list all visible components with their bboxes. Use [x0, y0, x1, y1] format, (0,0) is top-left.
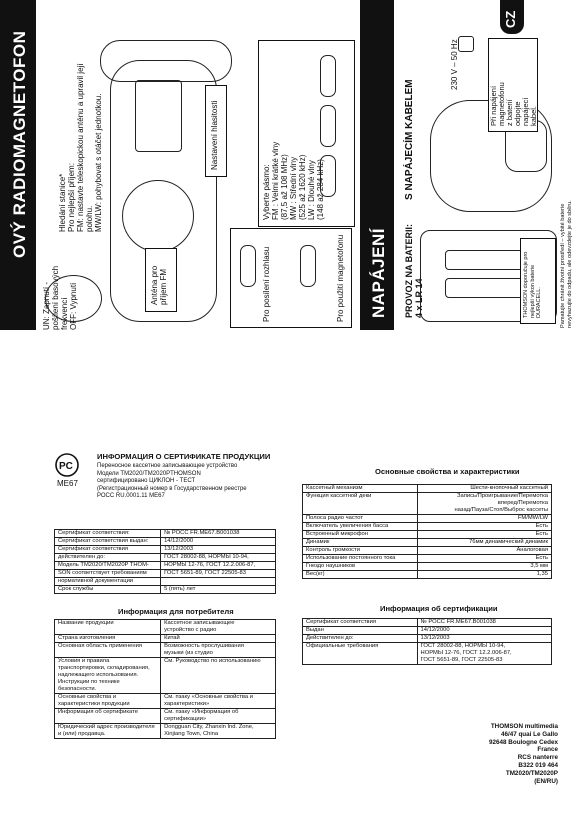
band-switch-fm [320, 55, 336, 97]
row-label: Вес(кг) [303, 571, 418, 579]
function-switch-1 [240, 245, 256, 287]
row-label: Действителен до: [303, 635, 418, 643]
row-label: Срок службы [55, 586, 161, 594]
plug-socket-icon [458, 36, 474, 52]
cassette-window [135, 80, 182, 152]
table-row [303, 571, 552, 579]
station-search-text: Hledání stanice* Pro nejlepší příjem: FM: nastavte teleskopickou anténu a upravil její polohu. MW/LW: pohybovat s otáčet jednotkou. [58, 63, 103, 232]
row-value: Кассетное записывающее устройство с радио [161, 620, 276, 635]
switch-radio-label: Pro posílení rozhlasu [262, 246, 271, 322]
row-value: Есть [417, 523, 551, 531]
page-letter: CZ [503, 10, 518, 28]
table-row [55, 635, 276, 643]
battery-heading: PROVOZ NA BATERII: 4 x LR 14 [404, 224, 424, 318]
row-value: 3,5 мм [417, 563, 551, 571]
power-switch-text: UN: Zapnutí - pošílení basových frekvencí OFF: Vypnutí [42, 265, 78, 330]
function-switch-2 [300, 245, 316, 287]
row-label: Информация об сертификате [55, 709, 161, 724]
row-value: ГОСТ 28002-88, НОРМЫ 10-94, НОРМЫ 12-76, ГОСТ 12.2.006-87, ГОСТ 5651-89, ГОСТ 22505-83 [417, 643, 551, 665]
row-label: Динамик [303, 539, 418, 547]
row-value: Аналоговая [417, 547, 551, 555]
row-value [161, 578, 276, 586]
table-row [303, 627, 552, 635]
napajeni-title: NAPÁJENÍ [369, 228, 388, 318]
row-label: Условия и правила транспортировки, складирования, надлежащего использования. Инструкции по технике безопасности. [55, 658, 161, 694]
table-row [303, 539, 552, 547]
handle-top [100, 40, 232, 82]
row-value: Возможность прослушивания музыки (из студио [161, 643, 276, 658]
table-row [303, 563, 552, 571]
tuning-label: Nastavení hlasitosti [210, 100, 219, 170]
svg-text:PC: PC [59, 461, 73, 472]
row-value: 14/12/2000 [161, 538, 276, 546]
row-label: Выдан [303, 627, 418, 635]
specs-table [302, 484, 552, 579]
table-row [55, 658, 276, 694]
row-value: 76мм динамический динамик [417, 539, 551, 547]
table-row [55, 538, 276, 546]
table-row [55, 530, 276, 538]
pct-logo [54, 452, 80, 478]
pct-mark-icon [54, 452, 80, 478]
manual-page: OVÝ RADIOMAGNETOFON NAPÁJENÍ CZ UN: Zapnutí - pošílení basových frekvencí OFF: Vypnutí Hledání stanice* Pro nejlepší příjem: FM: nastavte teleskopickou anténu a upravil její polohu. MW/LW: pohybovat s otáčet jednotkou. Anténa pro příjem FM Nastavení hlasitosti Vyberte pásmo: FM : Velmi krátké vlny (87,5 až 108 MHz) MW : Střední vlny (525 až 1620 kHz) LW : Dlouhé vlny (148 až 284 kHz) Pro posílení rozhlasu Pro použití magnetofonu PROVOZ NA BATERII: 4 x LR 14 S NAPÁJECÍM KABELEM 230 V – 50 Hz Při napájení magnetofonu z baterií odpojte napájecí kabel. THOMSON doporučuje pro nejlepší výkon baterie DURACELL. Pamatujte chránit životní prostředí – vybité baterie nevyhazujte do odpadu, ale odevzdejte je do sběru. [0, 0, 586, 330]
radio-title: OVÝ RADIOMAGNETOFON [10, 30, 29, 258]
cert-intro: Переносное кассетное записывающее устройство Модели TM2020/TM2020PTHOMSON сертифицировано ЦИКЛОН - ТЕСТ (Регистрационный номер в Государственном реестре РОСС RU.0001.11 ME67 [97, 463, 247, 499]
row-label: Юридический адрес производителя и (или) продавца. [55, 724, 161, 739]
band-select-text: Vyberte pásmo: FM : Velmi krátké vlny (87,5 až 108 MHz) MW : Střední vlny (525 až 1620 kHz) LW : Dlouhé vlny (148 až 284 kHz) [262, 141, 325, 220]
row-value: Есть [417, 555, 551, 563]
row-value: Шести-кнопочный кассетный [417, 485, 551, 493]
table-row [303, 485, 552, 493]
row-value: ГОСТ 28002-88, НОРМЫ 10-94, [161, 554, 276, 562]
row-label: Сертификат соответствия [55, 546, 161, 554]
row-value: FM/MW/LW [417, 515, 551, 523]
table-row [303, 515, 552, 523]
table-row [55, 709, 276, 724]
row-label: Основные свойства и характеристики продукции [55, 694, 161, 709]
row-value: ГОСТ 5651-89, ГОСТ 22505-83 [161, 570, 276, 578]
table-row [303, 493, 552, 515]
table-row [55, 546, 276, 554]
table-row [303, 635, 552, 643]
table-row [303, 643, 552, 665]
row-label: действителен до: [55, 554, 161, 562]
row-value: Есть [417, 531, 551, 539]
consumer-table [54, 619, 276, 739]
row-label: Полоса радио частот [303, 515, 418, 523]
row-label: Включатель увеличения басса [303, 523, 418, 531]
table-row [55, 586, 276, 594]
row-label: Контроль громкости [303, 547, 418, 555]
thomson-note: THOMSON doporučuje pro nejlepší výkon baterie DURACELL. [523, 251, 542, 318]
row-label: Название продукции [55, 620, 161, 635]
certinfo-table [302, 618, 552, 665]
row-value: 13/12/2003 [417, 635, 551, 643]
row-value: 1,35 [417, 571, 551, 579]
mains-label: 230 V – 50 Hz [450, 39, 459, 90]
row-value: Запись/Проигрывание/Перемотка вперед/Перемотка назад/Пауза/Стоп/Выброс кассеты [417, 493, 551, 515]
logo-code: ME67 [57, 479, 78, 488]
battery-cell [445, 250, 527, 270]
row-label: Сертификат соответствия выдан: [55, 538, 161, 546]
row-label: Основная область применения [55, 643, 161, 658]
row-label: Сертификат соответствия: [55, 530, 161, 538]
row-value: 5 (пять) лет [161, 586, 276, 594]
table-row [55, 562, 276, 570]
table-row [303, 619, 552, 627]
cable-note: Při napájení magnetofonu z baterií odpojte napájecí kabel. [489, 82, 538, 126]
row-label: Кассетный механизм [303, 485, 418, 493]
row-value: 13/12/2003 [161, 546, 276, 554]
row-label: нормативной документации [55, 578, 161, 586]
headphone-drawing [45, 275, 102, 322]
row-value: Китай [161, 635, 276, 643]
row-value: Dongguan City, Zhanxin Ind. Zone, Xinjiang Town, China [161, 724, 276, 739]
row-label: Гнездо наушников [303, 563, 418, 571]
row-value: № РОСС FR.ME67.B001038 [161, 530, 276, 538]
table-row [303, 547, 552, 555]
consumer-heading: Информация для потребителя [118, 607, 234, 616]
table-row [303, 555, 552, 563]
row-value: См. пзаку «Информация об сертификации» [161, 709, 276, 724]
cert-heading: ИНФОРМАЦИЯ О СЕРТИФИКАТЕ ПРОДУКЦИИ [97, 452, 271, 461]
table-row [55, 620, 276, 635]
table-row [55, 554, 276, 562]
row-label: Функция кассетной деки [303, 493, 418, 515]
row-value: № РОСС FR.ME67.B001038 [417, 619, 551, 627]
cable-heading: S NAPÁJECÍM KABELEM [404, 79, 415, 200]
row-label: Официальные требования [303, 643, 418, 665]
specs-heading: Основные свойства и характеристики [375, 467, 520, 476]
row-label: Страна изготовления [55, 635, 161, 643]
table-row [303, 531, 552, 539]
row-label: Сертификат соответствия [303, 619, 418, 627]
switch-tape-label: Pro použití magnetofonu [336, 234, 345, 322]
company-address: THOMSON multimedia 46/47 quai Le Gallo 92648 Boulogne Cedex France RCS nanterre B322 019 464 TM2020/TM2020P (EN/RU) [489, 723, 558, 785]
battery-cell [445, 278, 527, 298]
speaker-circle [122, 180, 194, 252]
band-switch-mw [320, 105, 336, 147]
row-value: 14/12/2000 [417, 627, 551, 635]
table-row [55, 578, 276, 586]
row-value: См. Руководство по использованию [161, 658, 276, 694]
row-label: Встроенный микрофон [303, 531, 418, 539]
battery-warning: Pamatujte chránit životní prostředí – vybité baterie nevyhazujte do odpadu, ale odevzdejte je do sběru. [560, 200, 573, 328]
table-row [55, 724, 276, 739]
row-label: Использование постоянного тока [303, 555, 418, 563]
row-label: Модель TM2020/TM2020P THOM- [55, 562, 161, 570]
row-value: См. пзаку «Основные свойства и характеристики» [161, 694, 276, 709]
cert-table [54, 529, 276, 594]
band-switch-lw [320, 155, 336, 197]
table-row [55, 694, 276, 709]
row-label: SON соответствует требованиям [55, 570, 161, 578]
table-row [55, 643, 276, 658]
table-row [55, 570, 276, 578]
row-value: НОРМЫ 12-76, ГОСТ 12.2.006-87, [161, 562, 276, 570]
certinfo-heading: Информация об сертификации [380, 604, 498, 613]
table-row [303, 523, 552, 531]
